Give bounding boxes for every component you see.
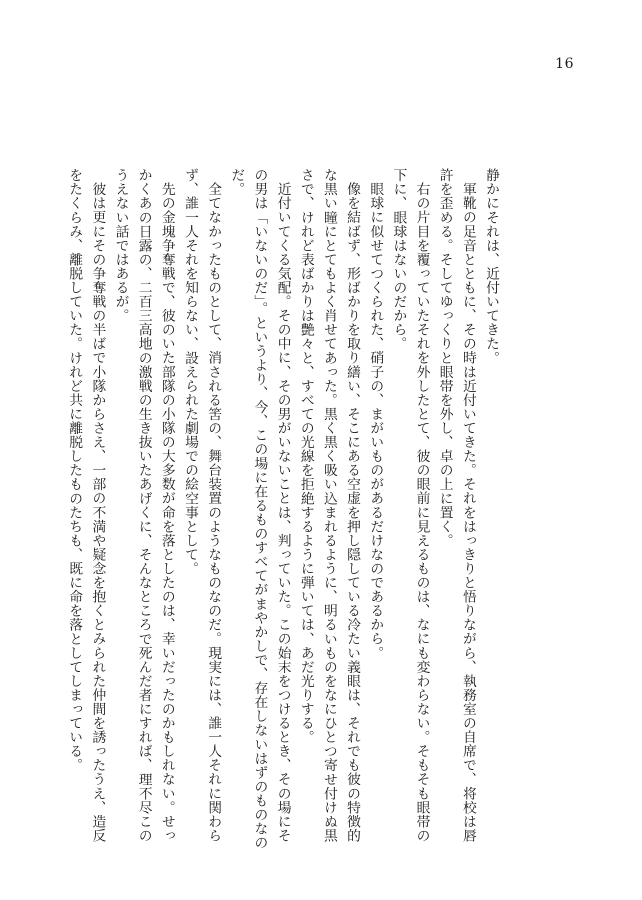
paragraph: 全てなかったものとして、消される筈の、舞台装置のようなものなのだ。現実には、誰一人それに関わらず、誰一人それを知らない、設えられた劇場での絵空事として。: [181, 168, 222, 843]
page-number: 16: [555, 56, 574, 72]
paragraph: 先の金塊争奪戦で、彼のいた部隊の小隊の大多数が命を落としたのは、幸いだったのかもしれない。せっかくあの日露の、二百三高地の激戦の生き抜いたあげくに、そんなところで死んだ者にすれば、理不尽このうえない話ではあるが。: [112, 168, 175, 843]
paragraph: 像を結ばず、形ばかりを取り繕い、そこにある空虚を押し隠している冷たい義眼は、それでも彼の特徴的な黒い瞳にとてもよく肖せてあった。黒く黒く吸い込まれるように、明るいものをなにひとつ寄せ付けぬ黒さで、けれど表ばかりは艶々と、すべての光線を拒絶するように弾いては、あだ光りする。: [297, 168, 361, 843]
body-text: [66, 168, 502, 850]
paragraph: 近付いてくる気配。その中に、その男がいないことは、判っていた。この始末をつけるとき、その場にその男は「いないのだ」。というより、今、この場に在るものすべてがまやかしで、存在しないはずのものなのだ。: [228, 168, 291, 850]
paragraph: 静かにそれは、近付いてきた。: [483, 168, 499, 365]
paragraph: 彼は更にその争奪戦の半ばで小隊からさえ、一部の不満や疑念を抱くとみられた仲間を誘ったうえ、造反をたくらみ、離脱していた。けれど共に離脱したものたちも、既に命を落としてしまっている。: [66, 168, 106, 843]
paragraph: 軍靴の足音とともに、その時は近付いてきた。それをはっきりと悟りながら、執務室の自席で、将校は唇許を歪める。そしてゆっくりと眼帯を外し、卓の上に置く。: [436, 168, 476, 843]
paragraph: 右の片目を覆っていたそれを外したとて、彼の眼前に見えるものは、なにも変わらない。そもそも眼帯の下に、眼球はないのだから。: [390, 168, 430, 843]
paragraph: 眼球に似せてつくられた、硝子の、まがいものがあるだけなのであるから。: [367, 181, 384, 660]
